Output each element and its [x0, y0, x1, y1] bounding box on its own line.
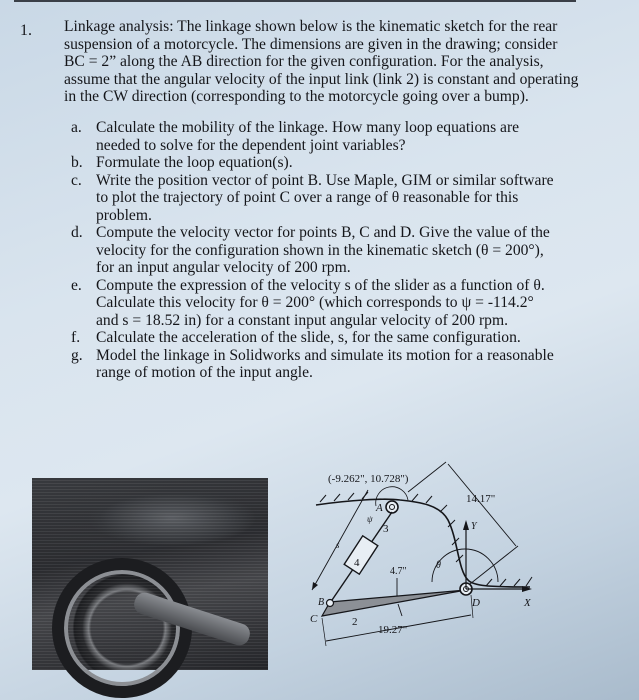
point-label-d: D [472, 597, 480, 609]
part-line: Calculate the acceleration of the slide, s, for the same configuration. [96, 329, 521, 346]
dim-label-thickness: 4.7" [390, 566, 407, 577]
kinematic-sketch [290, 450, 590, 650]
part-line: Write the position vector of point B. Use Maple, GIM or similar software [96, 171, 554, 189]
part-line: range of motion of the input angle. [96, 364, 313, 381]
link-label-4: 4 [354, 557, 360, 569]
part-line: Calculate this velocity for θ = 200° (which corresponds to ψ = -114.2° [96, 294, 534, 311]
link-label-3: 3 [383, 523, 389, 535]
part-e [64, 277, 604, 330]
question-number: 1. [20, 22, 32, 39]
part-label: d. [71, 224, 83, 241]
part-label: c. [71, 171, 82, 189]
dim-label-cd: 19.27" [378, 624, 408, 636]
intro-line: in the CW direction (corresponding to the motorcycle going over a bump). [64, 88, 529, 105]
intro-line: BC = 2” along the AB direction for the given configuration. For the analysis, [64, 53, 544, 70]
part-line: and s = 18.52 in) for a constant input angular velocity of 200 rpm. [96, 311, 508, 329]
part-line: for an input angular velocity of 200 rpm. [96, 259, 351, 276]
part-c [64, 172, 604, 225]
part-line: needed to solve for the dependent joint variables? [96, 136, 406, 154]
part-line: problem. [96, 206, 152, 224]
angle-label-psi: ψ [367, 514, 373, 524]
part-b [64, 154, 604, 172]
problem-intro [64, 18, 604, 106]
part-label: e. [71, 276, 82, 294]
part-line: Calculate the mobility of the linkage. How many loop equations are [96, 119, 520, 136]
coord-label-a: (-9.262", 10.728") [328, 473, 409, 485]
point-label-a: A [376, 502, 383, 514]
part-line: Compute the expression of the velocity s of the slider as a function of θ. [96, 276, 545, 294]
intro-line: assume that the angular velocity of the input link (link 2) is constant and operating [64, 70, 579, 88]
part-line: to plot the trajectory of point C over a range of θ reasonable for this [96, 189, 519, 206]
part-f [64, 329, 604, 347]
intro-line: suspension of a motorcycle. The dimensions are given in the drawing; consider [64, 35, 558, 53]
part-a [64, 119, 604, 154]
part-label: g. [71, 346, 83, 364]
motorcycle-photo [32, 478, 268, 670]
page-top-rule [14, 0, 576, 2]
slider-label-s: s [336, 540, 340, 550]
point-label-b: B [318, 597, 325, 608]
intro-line: Linkage analysis: The linkage shown below is the kinematic sketch for the rear [64, 18, 558, 35]
part-line: Formulate the loop equation(s). [96, 154, 293, 171]
link-label-2: 2 [352, 616, 358, 628]
dim-label-ad: 14.17" [466, 493, 496, 505]
point-label-c: C [310, 613, 318, 625]
part-g [64, 347, 604, 382]
part-line: Compute the velocity vector for points B, C and D. Give the value of the [96, 224, 550, 241]
part-d [64, 224, 604, 277]
rear-wheel-shape [52, 558, 192, 698]
part-label: f. [71, 329, 81, 346]
axis-label-y: Y [471, 521, 477, 532]
part-label: b. [71, 154, 83, 171]
angle-label-theta: θ [436, 560, 441, 571]
axis-label-x: X [524, 597, 531, 609]
part-line: velocity for the configuration shown in the kinematic sketch (θ = 200°), [96, 241, 544, 259]
part-label: a. [71, 119, 82, 136]
problem-parts-list [64, 119, 604, 382]
part-line: Model the linkage in Solidworks and simulate its motion for a reasonable [96, 346, 554, 364]
